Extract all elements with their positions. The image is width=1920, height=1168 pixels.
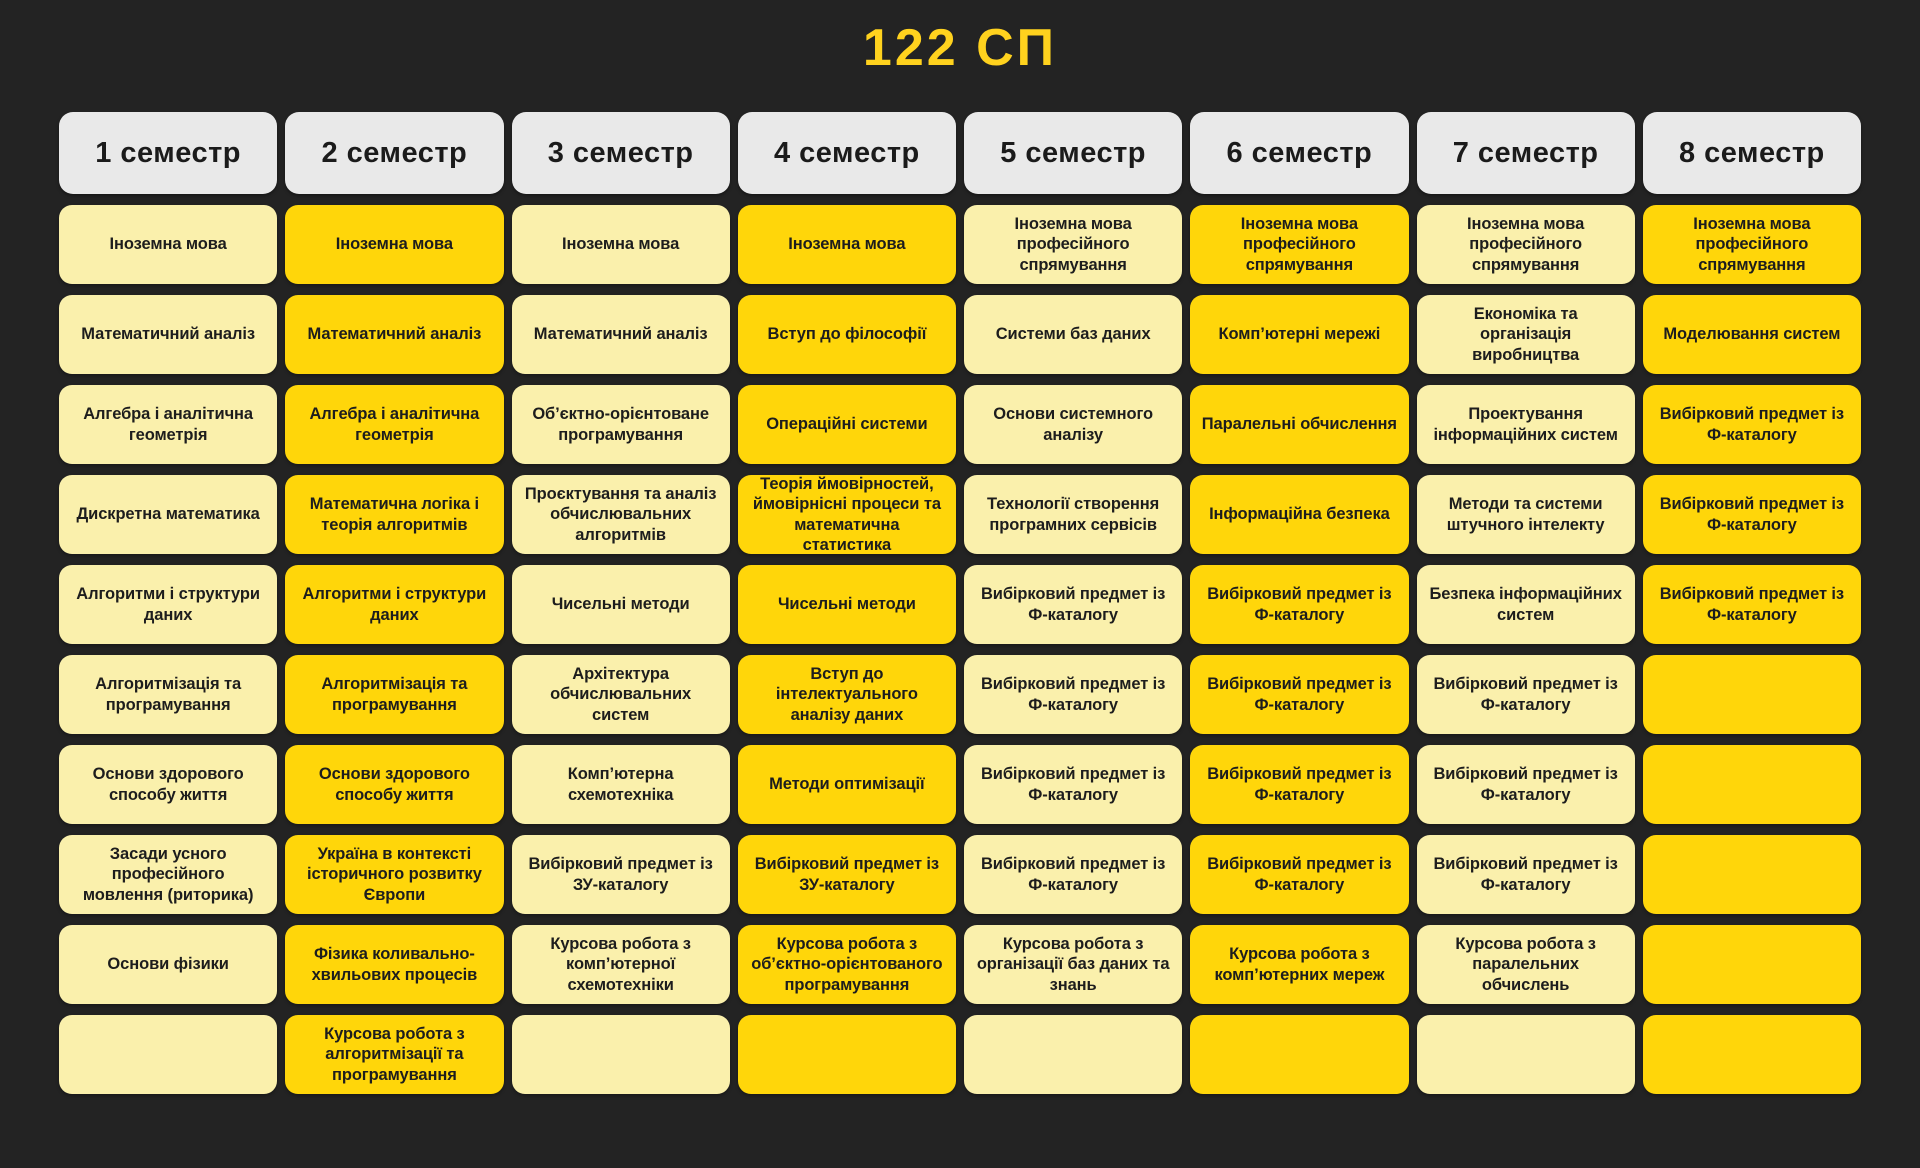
course-card: Вибірковий предмет із Ф-каталогу: [1417, 745, 1635, 824]
course-card: Іноземна мова: [512, 205, 730, 284]
course-card: Алгоритмізація та програмування: [59, 655, 277, 734]
course-card: Іноземна мова професійного спрямування: [964, 205, 1182, 284]
course-card: Математичний аналіз: [512, 295, 730, 374]
course-card: Іноземна мова: [59, 205, 277, 284]
course-card: Проектування інформаційних систем: [1417, 385, 1635, 464]
semester-column-2: [285, 112, 503, 1094]
course-card: Математичний аналіз: [285, 295, 503, 374]
course-card: Вибірковий предмет із Ф-каталогу: [1190, 565, 1408, 644]
semester-header: 5 семестр: [964, 112, 1182, 194]
empty-card: [1643, 1015, 1861, 1094]
course-card: Вступ до інтелектуального аналізу даних: [738, 655, 956, 734]
course-card: Курсова робота з організації баз даних та знань: [964, 925, 1182, 1004]
course-card: Алгоритми і структури даних: [285, 565, 503, 644]
semester-column-4: [738, 112, 956, 1094]
empty-card: [738, 1015, 956, 1094]
course-card: Вибірковий предмет із Ф-каталогу: [1417, 835, 1635, 914]
course-card: Іноземна мова професійного спрямування: [1417, 205, 1635, 284]
empty-card: [1643, 655, 1861, 734]
course-card: Алгоритми і структури даних: [59, 565, 277, 644]
empty-card: [1643, 925, 1861, 1004]
course-card: Засади усного професійного мовлення (риторика): [59, 835, 277, 914]
semester-column-1: [59, 112, 277, 1094]
course-card: Теорія ймовірностей, ймовірнісні процеси та математична статистика: [738, 475, 956, 554]
course-card: Чисельні методи: [512, 565, 730, 644]
semester-header: 3 семестр: [512, 112, 730, 194]
course-card: Вибірковий предмет із Ф-каталогу: [1417, 655, 1635, 734]
course-card: Вибірковий предмет із Ф-каталогу: [1643, 475, 1861, 554]
course-card: Вступ до філософії: [738, 295, 956, 374]
course-card: Алгоритмізація та програмування: [285, 655, 503, 734]
course-card: Вибірковий предмет із ЗУ-каталогу: [512, 835, 730, 914]
course-card: Вибірковий предмет із Ф-каталогу: [1643, 565, 1861, 644]
course-card: Основи здорового способу життя: [59, 745, 277, 824]
course-card: Вибірковий предмет із Ф-каталогу: [964, 835, 1182, 914]
course-card: Курсова робота з комп’ютерної схемотехніки: [512, 925, 730, 1004]
empty-card: [1417, 1015, 1635, 1094]
course-card: Вибірковий предмет із Ф-каталогу: [1190, 835, 1408, 914]
semester-column-3: [512, 112, 730, 1094]
semester-header: 2 семестр: [285, 112, 503, 194]
semester-header: 6 семестр: [1190, 112, 1408, 194]
course-card: Вибірковий предмет із Ф-каталогу: [964, 565, 1182, 644]
course-card: Математичний аналіз: [59, 295, 277, 374]
course-card: Алгебра і аналітична геометрія: [285, 385, 503, 464]
semester-header: 1 семестр: [59, 112, 277, 194]
course-card: Безпека інформаційних систем: [1417, 565, 1635, 644]
course-card: Курсова робота з об’єктно-орієнтованого програмування: [738, 925, 956, 1004]
course-card: Вибірковий предмет із Ф-каталогу: [964, 745, 1182, 824]
course-card: Комп’ютерні мережі: [1190, 295, 1408, 374]
empty-card: [964, 1015, 1182, 1094]
course-card: Дискретна математика: [59, 475, 277, 554]
course-card: Паралельні обчислення: [1190, 385, 1408, 464]
course-card: Методи та системи штучного інтелекту: [1417, 475, 1635, 554]
course-card: Курсова робота з алгоритмізації та програмування: [285, 1015, 503, 1094]
course-card: Основи системного аналізу: [964, 385, 1182, 464]
semester-column-5: [964, 112, 1182, 1094]
empty-card: [1190, 1015, 1408, 1094]
semester-grid: [59, 112, 1861, 1094]
course-card: Вибірковий предмет із Ф-каталогу: [1190, 745, 1408, 824]
course-card: Проєктування та аналіз обчислювальних алгоритмів: [512, 475, 730, 554]
course-card: Технології створення програмних сервісів: [964, 475, 1182, 554]
semester-header: 8 семестр: [1643, 112, 1861, 194]
course-card: Економіка та організація виробництва: [1417, 295, 1635, 374]
course-card: Курсова робота з комп’ютерних мереж: [1190, 925, 1408, 1004]
course-card: Основи здорового способу життя: [285, 745, 503, 824]
course-card: Іноземна мова професійного спрямування: [1643, 205, 1861, 284]
course-card: Архітектура обчислювальних систем: [512, 655, 730, 734]
semester-header: 4 семестр: [738, 112, 956, 194]
course-card: Чисельні методи: [738, 565, 956, 644]
course-card: Вибірковий предмет із Ф-каталогу: [1190, 655, 1408, 734]
course-card: Інформаційна безпека: [1190, 475, 1408, 554]
empty-card: [1643, 835, 1861, 914]
course-card: Іноземна мова: [285, 205, 503, 284]
course-card: Об’єктно-орієнтоване програмування: [512, 385, 730, 464]
course-card: Алгебра і аналітична геометрія: [59, 385, 277, 464]
semester-column-6: [1190, 112, 1408, 1094]
course-card: Україна в контексті історичного розвитку Європи: [285, 835, 503, 914]
course-card: Вибірковий предмет із Ф-каталогу: [964, 655, 1182, 734]
course-card: Системи баз даних: [964, 295, 1182, 374]
course-card: Комп’ютерна схемотехніка: [512, 745, 730, 824]
course-card: Основи фізики: [59, 925, 277, 1004]
semester-header: 7 семестр: [1417, 112, 1635, 194]
empty-card: [59, 1015, 277, 1094]
empty-card: [1643, 745, 1861, 824]
course-card: Іноземна мова: [738, 205, 956, 284]
course-card: Вибірковий предмет із Ф-каталогу: [1643, 385, 1861, 464]
empty-card: [512, 1015, 730, 1094]
course-card: Вибірковий предмет із ЗУ-каталогу: [738, 835, 956, 914]
course-card: Методи оптимізації: [738, 745, 956, 824]
course-card: Математична логіка і теорія алгоритмів: [285, 475, 503, 554]
course-card: Курсова робота з паралельних обчислень: [1417, 925, 1635, 1004]
course-card: Моделювання систем: [1643, 295, 1861, 374]
curriculum-board: [0, 19, 1920, 1168]
page-title: 122 СП: [862, 19, 1058, 77]
course-card: Іноземна мова професійного спрямування: [1190, 205, 1408, 284]
course-card: Фізика коливально-хвильових процесів: [285, 925, 503, 1004]
semester-column-7: [1417, 112, 1635, 1094]
course-card: Операційні системи: [738, 385, 956, 464]
semester-column-8: [1643, 112, 1861, 1094]
